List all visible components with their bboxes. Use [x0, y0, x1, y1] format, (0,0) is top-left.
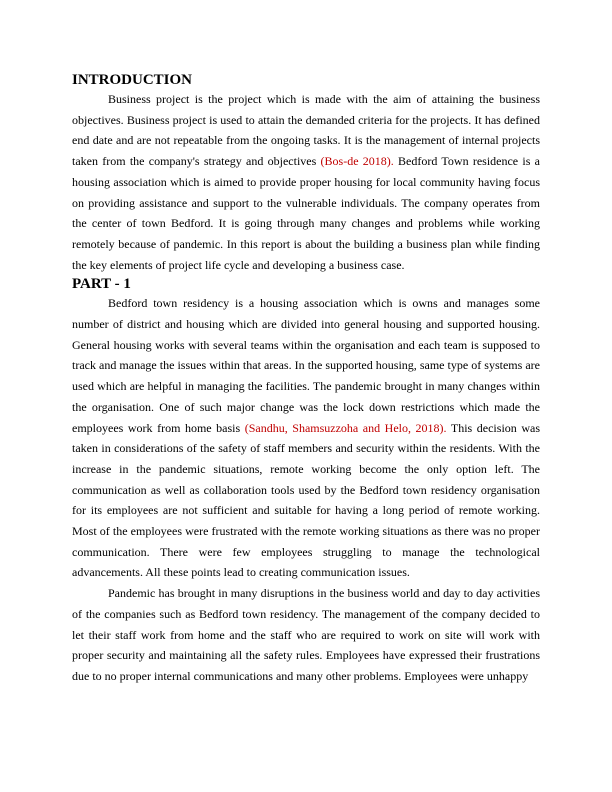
part-1-heading: PART - 1	[72, 276, 131, 293]
part-1-paragraph-2: Pandemic has brought in many disruptions in the business world and day to day activities of the companies such as Bedford town residency. The management of the company decided to let their staff work from home and the staff who are required to work on site will work with proper security and maintaining all the safety rules. Employees have expressed their frustrations due to no proper internal communications and many other problems. Employees were unhappy	[72, 586, 540, 683]
citation-sandhu-2018: (Sandhu, Shamsuzzoha and Helo, 2018).	[244, 420, 447, 435]
introduction-text-part-2: Bedford Town residence is a housing association which is aimed to provide proper housing for local community having focus on providing assistance and support to the vulnerable individuals. The company operates from the center of town Bedford. It is going through many changes and problems while working remotely because of pandemic. In this report is about the building a business plan while finding the key elements of project life cycle and developing a business case.	[72, 154, 540, 272]
part-1-text-part-2: This decision was taken in considerations of the safety of staff members and security within the residents. With the increase in the pandemic situations, remote working become the only option left. The communication as well as collaboration tools used by the Bedford town residency organisation for its employees are not sufficient and suitable for having a long period of remote working. Most of the employees were frustrated with the remote working situations as there was no proper communication. There were few employees struggling to manage the technological advancements. All these points lead to creating communication issues.	[72, 420, 540, 580]
citation-bos-de-2018: (Bos-de 2018).	[320, 154, 394, 169]
document-body	[72, 71, 540, 687]
introduction-text-part-1: Business project is the project which is made with the aim of attaining the business objectives. Business project is used to attain the demanded criteria for the projects. It has defined end date and are not repeatable from the ongoing tasks. It is the management of internal projects taken from the company's strategy and objectives	[72, 92, 540, 169]
introduction-paragraph	[72, 89, 540, 275]
part-1-paragraph-1	[72, 293, 540, 583]
part-1-text-part-1: Bedford town residency is a housing association which is owns and manages some number of district and housing which are divided into general housing and supported housing. General housing works with several teams within the organisation and each team is supposed to track and manage the issues within that areas. In the supported housing, same type of systems are used which are helpful in managing the facilities. The pandemic brought in many changes within the organisation. One of such major change was the lock down restrictions which made the employees work from home basis	[72, 296, 540, 435]
introduction-heading: INTRODUCTION	[72, 72, 193, 88]
